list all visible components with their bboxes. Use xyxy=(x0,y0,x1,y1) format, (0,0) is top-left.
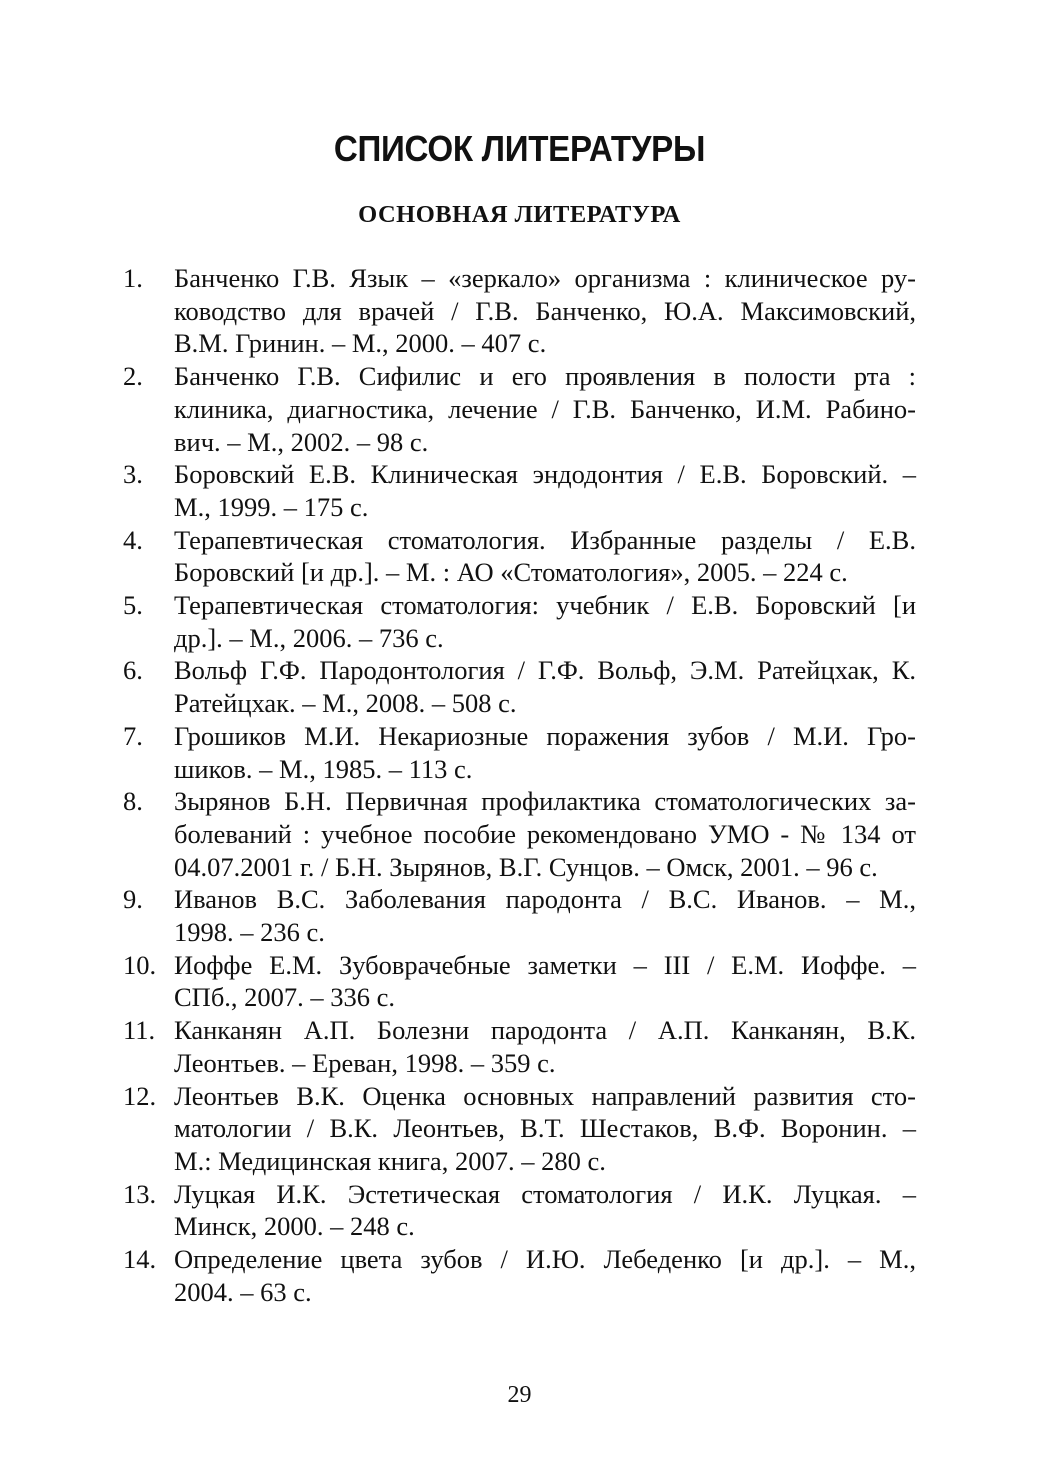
reference-number: 6. xyxy=(123,655,143,686)
reference-line: Боровский Е.В. Клиническая эндодонтия / Е.В. Боровский. – xyxy=(174,459,916,490)
reference-number: 3. xyxy=(123,459,143,490)
reference-number: 1. xyxy=(123,263,143,293)
reference-number: 9. xyxy=(123,884,143,915)
reference-text xyxy=(174,720,916,785)
reference-line: вич. – М., 2002. – 98 с. xyxy=(174,426,429,457)
reference-text xyxy=(174,654,916,719)
reference-text xyxy=(174,1014,916,1079)
reference-line: Зырянов Б.Н. Первичная профилактика стоматологических за- xyxy=(174,786,916,817)
reference-line: Боровский [и др.]. – М. : АО «Стоматология», 2005. – 224 с. xyxy=(174,557,848,588)
reference-text xyxy=(174,458,916,523)
reference-item xyxy=(123,458,916,523)
page-number: 29 xyxy=(507,1382,532,1408)
reference-line: др.]. – М., 2006. – 736 с. xyxy=(174,622,444,653)
reference-number: 8. xyxy=(123,786,143,817)
reference-line: матологии / В.К. Леонтьев, В.Т. Шестаков, В.Ф. Воронин. – xyxy=(174,1113,916,1144)
reference-text xyxy=(174,1080,916,1178)
reference-line: шиков. – М., 1985. – 113 с. xyxy=(174,753,473,784)
reference-line: Банченко Г.В. Язык – «зеркало» организма : клиническое ру- xyxy=(174,263,916,293)
reference-text xyxy=(174,949,916,1014)
reference-text xyxy=(174,262,916,360)
section-subtitle: ОСНОВНАЯ ЛИТЕРАТУРА xyxy=(358,201,681,228)
reference-number: 10. xyxy=(123,949,157,980)
reference-text xyxy=(174,883,916,948)
reference-list xyxy=(123,262,916,1309)
reference-text xyxy=(174,785,916,883)
reference-item xyxy=(123,589,916,654)
reference-item xyxy=(123,1178,916,1243)
reference-line: Иванов В.С. Заболевания пародонта / В.С. Иванов. – М., xyxy=(174,884,916,915)
reference-line: Вольф Г.Ф. Пародонтология / Г.Ф. Вольф, Э.М. Ратейцхак, К. xyxy=(174,655,916,686)
reference-line: клиника, диагностика, лечение / Г.В. Банченко, И.М. Рабино- xyxy=(174,393,916,424)
reference-line: 2004. – 63 с. xyxy=(174,1276,312,1307)
reference-number: 7. xyxy=(123,720,143,751)
reference-line: Леонтьев. – Ереван, 1998. – 359 с. xyxy=(174,1047,556,1078)
reference-text xyxy=(174,1243,916,1308)
reference-number: 13. xyxy=(123,1178,157,1209)
reference-item xyxy=(123,785,916,883)
reference-line: ководство для врачей / Г.В. Банченко, Ю.А. Максимовский, xyxy=(174,295,916,326)
reference-number: 14. xyxy=(123,1244,157,1275)
reference-line: 1998. – 236 с. xyxy=(174,917,325,948)
reference-line: 04.07.2001 г. / Б.Н. Зырянов, В.Г. Сунцов. – Омск, 2001. – 96 с. xyxy=(174,851,878,882)
reference-number: 2. xyxy=(123,361,143,392)
reference-line: Банченко Г.В. Сифилис и его проявления в полости рта : xyxy=(174,361,916,392)
reference-text xyxy=(174,1178,916,1243)
reference-item xyxy=(123,654,916,719)
reference-line: СПб., 2007. – 336 с. xyxy=(174,982,396,1013)
reference-item xyxy=(123,1243,916,1308)
reference-line: Канканян А.П. Болезни пародонта / А.П. Канканян, В.К. xyxy=(174,1015,916,1046)
reference-text xyxy=(174,524,916,589)
reference-item xyxy=(123,524,916,589)
reference-line: Минск, 2000. – 248 с. xyxy=(174,1211,415,1242)
reference-item xyxy=(123,883,916,948)
reference-line: М.: Медицинская книга, 2007. – 280 с. xyxy=(174,1145,606,1176)
reference-line: Терапевтическая стоматология: учебник / Е.В. Боровский [и xyxy=(174,590,916,621)
reference-item xyxy=(123,1080,916,1178)
reference-line: М., 1999. – 175 с. xyxy=(174,491,369,522)
reference-text xyxy=(174,360,916,458)
reference-item xyxy=(123,360,916,458)
reference-number: 11. xyxy=(123,1015,156,1046)
reference-line: Ратейцхак. – М., 2008. – 508 с. xyxy=(174,688,517,719)
reference-line: Терапевтическая стоматология. Избранные разделы / Е.В. xyxy=(174,524,916,555)
reference-line: болеваний : учебное пособие рекомендовано УМО - № 134 от xyxy=(174,818,916,849)
reference-number: 12. xyxy=(123,1080,157,1111)
reference-line: Луцкая И.К. Эстетическая стоматология / И.К. Луцкая. – xyxy=(174,1178,916,1209)
page-title: СПИСОК ЛИТЕРАТУРЫ xyxy=(333,128,706,169)
reference-line: Иоффе Е.М. Зубоврачебные заметки – III / Е.М. Иоффе. – xyxy=(174,949,916,980)
reference-line: Определение цвета зубов / И.Ю. Лебеденко [и др.]. – М., xyxy=(174,1244,916,1275)
reference-number: 5. xyxy=(123,590,143,621)
reference-line: Леонтьев В.К. Оценка основных направлений развития сто- xyxy=(174,1080,916,1111)
reference-item xyxy=(123,262,916,360)
reference-number: 4. xyxy=(123,524,143,555)
reference-text xyxy=(174,589,916,654)
reference-item xyxy=(123,949,916,1014)
reference-item xyxy=(123,720,916,785)
reference-item xyxy=(123,1014,916,1079)
reference-line: Грошиков М.И. Некариозные поражения зубов / М.И. Гро- xyxy=(174,720,916,751)
reference-line: В.М. Гринин. – М., 2000. – 407 с. xyxy=(174,328,547,359)
